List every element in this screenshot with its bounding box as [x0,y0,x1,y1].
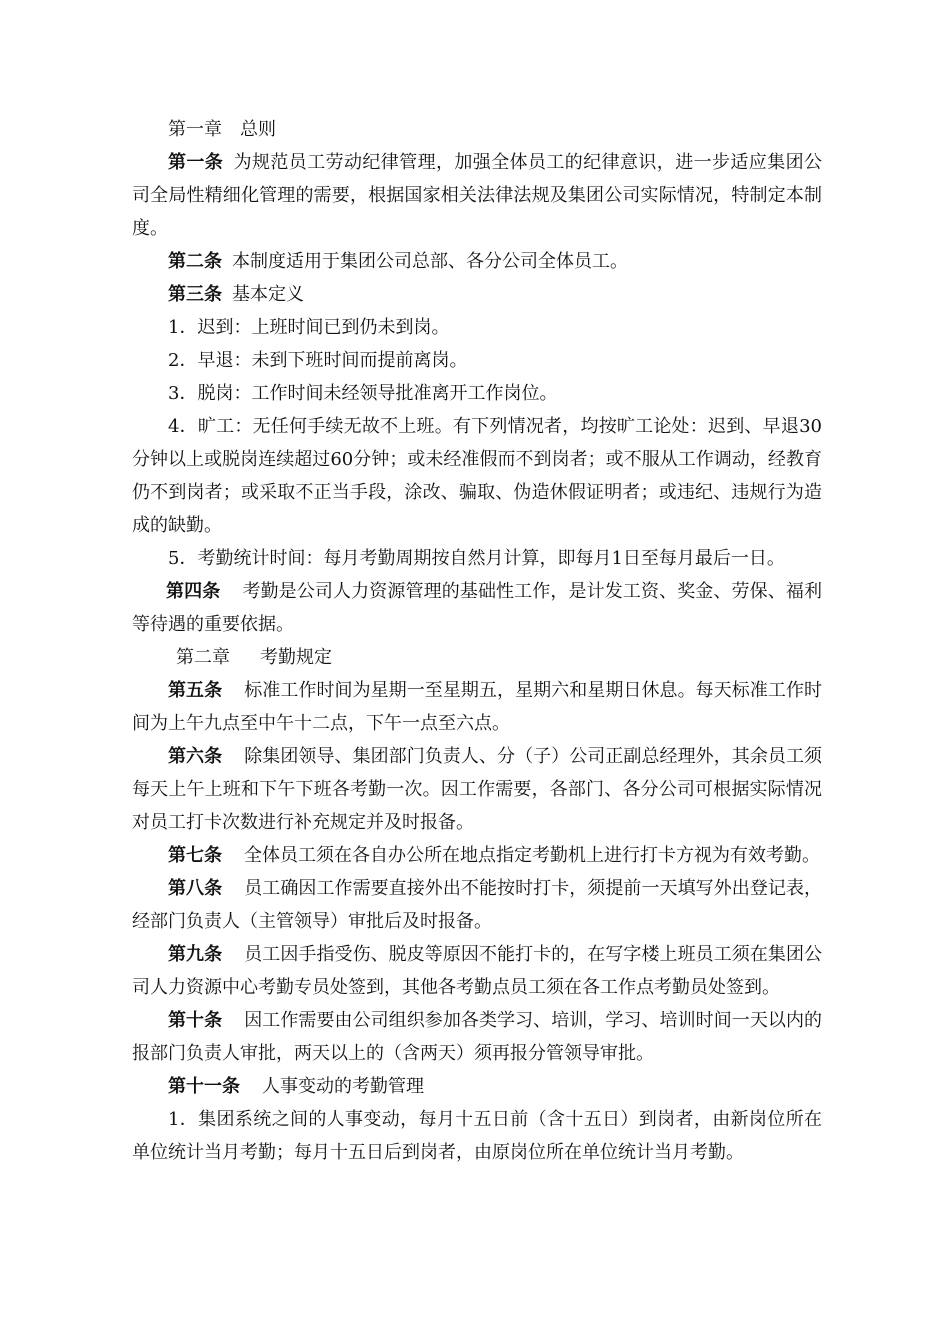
chapter-title: 考勤规定 [260,647,332,668]
article-label: 第三条 [168,284,222,305]
article-8 [132,872,822,938]
definition-item: 4．旷工：无任何手续无故不上班。有下列情况者，均按旷工论处：迟到、早退30分钟以上或脱岗连续超过60分钟；或未经准假而不到岗者；或不服从工作调动，经教育仍不到岗者；或采取不正当手段，涂改、骗取、伪造休假证明者；或违纪、违规行为造成的缺勤。 [132,416,822,536]
article-2 [132,245,822,278]
article-text: 员工因手指受伤、脱皮等原因不能打卡的，在写字楼上班员工须在集团公司人力资源中心考勤专员处签到，其他各考勤点员工须在各工作点考勤员处签到。 [132,944,822,998]
article-text: 本制度适用于集团公司总部、各分公司全体员工。 [232,251,628,272]
chapter-number: 第二章 [176,647,230,668]
chapter-heading-1 [132,113,822,146]
chapter-heading-2 [132,641,822,674]
article-text: 标准工作时间为星期一至星期五，星期六和星期日休息。每天标准工作时间为上午九点至中午十二点，下午一点至六点。 [132,680,822,734]
article-label: 第一条 [168,152,224,173]
article-text: 全体员工须在各自办公所在地点指定考勤机上进行打卡方视为有效考勤。 [244,845,820,866]
article-label: 第七条 [168,845,222,866]
article-10 [132,1004,822,1070]
chapter-number: 第一章 [168,119,222,140]
article-text: 考勤是公司人力资源管理的基础性工作，是计发工资、奖金、劳保、福利等待遇的重要依据。 [132,581,822,635]
personnel-change-item: 1．集团系统之间的人事变动，每月十五日前（含十五日）到岗者，由新岗位所在单位统计当月考勤；每月十五日后到岗者，由原岗位所在单位统计当月考勤。 [132,1109,822,1163]
article-text: 人事变动的考勤管理 [262,1076,424,1097]
article-1 [132,146,822,245]
article-5 [132,674,822,740]
definition-item: 2．早退：未到下班时间而提前离岗。 [168,350,468,371]
document-body [132,113,822,1169]
chapter-title: 总则 [240,119,276,140]
article-7 [132,839,822,872]
article-label: 第五条 [168,680,223,701]
article-3 [132,278,822,311]
article-label: 第十一条 [168,1076,240,1097]
definition-item: 3．脱岗：工作时间未经领导批准离开工作岗位。 [168,383,558,404]
article-text: 因工作需要由公司组织参加各类学习、培训，学习、培训时间一天以内的报部门负责人审批，两天以上的（含两天）须再报分管领导审批。 [132,1010,822,1064]
article-6 [132,740,822,839]
article-label: 第二条 [168,251,222,272]
article-11 [132,1070,822,1103]
article-label: 第六条 [168,746,223,767]
article-text: 为规范员工劳动纪律管理，加强全体员工的纪律意识，进一步适应集团公司全局性精细化管理的需要，根据国家相关法律法规及集团公司实际情况，特制定本制度。 [132,152,822,239]
article-4 [132,575,822,641]
article-text: 除集团领导、集团部门负责人、分（子）公司正副总经理外，其余员工须每天上午上班和下午下班各考勤一次。因工作需要，各部门、各分公司可根据实际情况对员工打卡次数进行补充规定并及时报备。 [132,746,822,833]
article-label: 第八条 [168,878,223,899]
article-label: 第十条 [168,1010,223,1031]
article-text: 员工确因工作需要直接外出不能按时打卡，须提前一天填写外出登记表，经部门负责人（主管领导）审批后及时报备。 [132,878,822,932]
article-text: 基本定义 [232,284,304,305]
definition-item: 5．考勤统计时间：每月考勤周期按自然月计算，即每月1日至每月最后一日。 [168,548,785,569]
article-label: 第四条 [166,581,221,602]
definition-item: 1．迟到：上班时间已到仍未到岗。 [168,317,450,338]
article-9 [132,938,822,1004]
article-label: 第九条 [168,944,223,965]
